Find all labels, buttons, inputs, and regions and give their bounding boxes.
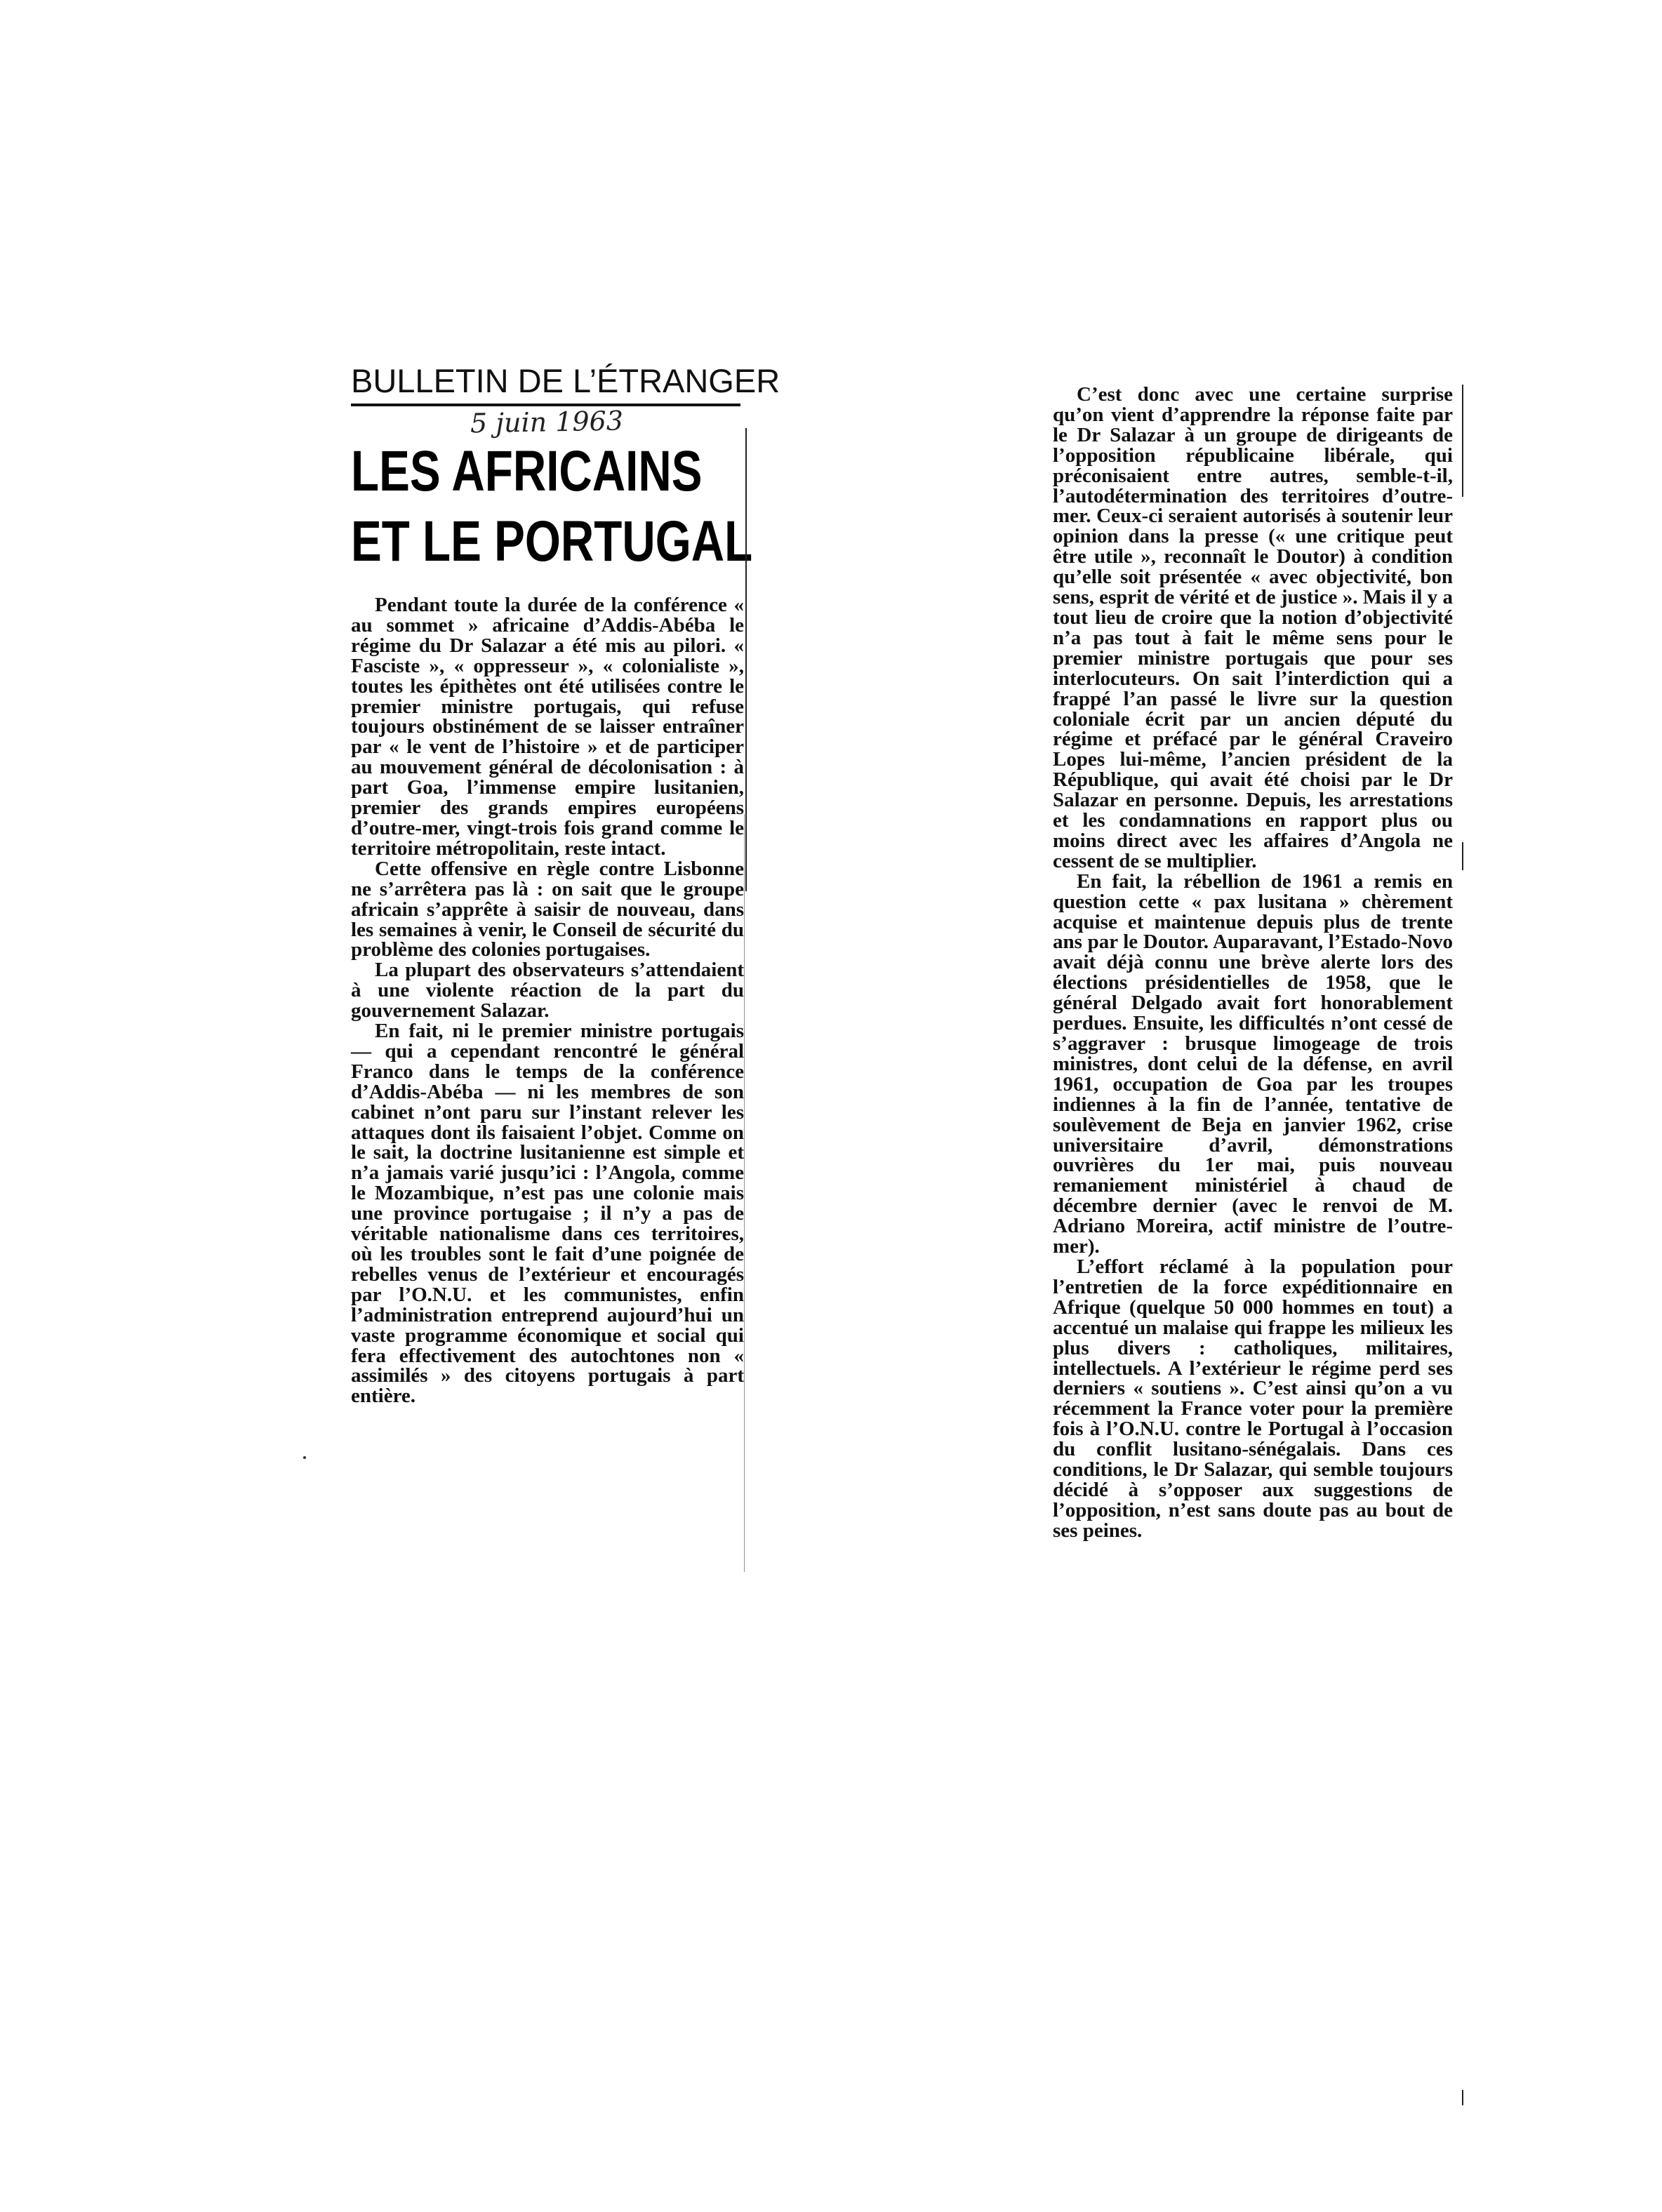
headline-line-2: ET LE PORTUGAL	[351, 509, 753, 573]
ink-speck	[303, 1456, 306, 1459]
paragraph: Pendant toute la durée de la conférence « au sommet » africaine d’Addis-Abéba le régime du Dr Salazar a été mis au pilori. « Fasciste », « oppresseur », « colonialiste », toutes les épithètes ont été utilisées contre le premier ministre portugais, qui refuse toujours obstinément de se laisser entraîner par « le vent de l’histoire » et de participer au mouvement général de décolonisation : à part Goa, l’immense empire lusitanien, premier des grands empires européens d’outre-mer, vingt-trois fois grand comme le territoire métropolitain, reste intact.	[351, 594, 744, 860]
paragraph: C’est donc avec une certaine surprise qu’on vient d’apprendre la réponse faite par le Dr Salazar à un groupe de dirigeants de l’opposition républicaine libérale, qui préconisaient entre autres, semble-t-il, l’autodétermination des territoires d’outre-mer. Ceux-ci seraient autorisés à soutenir leur opinion dans la presse (« une critique peut être utile », reconnaît le Doutor) à condition qu’elle soit présentée « avec objectivité, bon sens, esprit de vérité et de justice ». Mais il y a tout lieu de croire que la notion d’objectivité n’a pas tout à fait le même sens pour le premier ministre portugais que pour ses interlocuteurs. On sait l’interdiction qui a frappé l’an passé le livre sur la question coloniale écrit par un ancien député du régime et préfacé par le général Craveiro Lopes lui-même, l’ancien président de la République, qui avait été choisi par le Dr Salazar en personne. Depuis, les arrestations et les condamnations en rapport plus ou moins direct avec les affaires d’Angola ne cessent de se multiplier.	[1053, 383, 1453, 872]
article-column-right	[1053, 385, 1453, 1541]
paragraph: La plupart des observateurs s’attendaient à une violente réaction de la part du gouvernement Salazar.	[351, 959, 744, 1022]
right-column-rule	[1462, 385, 1463, 497]
article-column-left	[351, 595, 744, 1406]
rubric-title: BULLETIN DE L’ÉTRANGER	[351, 362, 780, 399]
paragraph: L’effort réclamé à la population pour l’entretien de la force expéditionnaire en Afrique (quelque 50 000 hommes en tout) a accentué un malaise qui frappe les milieux les plus divers : catholiques, militaires, intellectuels. A l’extérieur le régime perd ses derniers « soutiens ». C’est ainsi qu’on a vu récemment la France voter pour la première fois à l’O.N.U. contre le Portugal à l’occasion du conflit lusitano-sénégalais. Dans ces conditions, le Dr Salazar, qui semble toujours décidé à s’opposer aux suggestions de l’opposition, n’est sans doute pas au bout de ses peines.	[1053, 1255, 1453, 1542]
headline	[351, 437, 753, 577]
left-column-rule	[745, 428, 747, 891]
handwritten-date: 5 juin 1963	[470, 405, 624, 439]
paragraph: Cette offensive en règle contre Lisbonne ne s’arrêtera pas là : on sait que le groupe africain s’apprête à saisir de nouveau, dans les semaines à venir, le Conseil de sécurité du problème des colonies portugaises.	[351, 857, 744, 961]
right-column-rule-bottom	[1462, 2090, 1463, 2105]
headline-line-1: LES AFRICAINS	[351, 439, 703, 503]
paragraph: En fait, la rébellion de 1961 a remis en question cette « pax lusitana » chèrement acquise et maintenue depuis plus de trente ans par le Doutor. Auparavant, l’Estado-Novo avait déjà connu une brève alerte lors des élections présidentielles de 1958, que le général Delgado avait fort honorablement perdues. Ensuite, les difficultés n’ont cessé de s’aggraver : brusque limogeage de trois ministres, dont celui de la défense, en avril 1961, occupation de Goa par les troupes indiennes à la fin de l’année, tentative de soulèvement de Beja en janvier 1962, crise universitaire d’avril, démonstrations ouvrières du 1er mai, puis nouveau remaniement ministériel à chaud de décembre dernier (avec le renvoi de M. Adriano Moreira, actif ministre de l’outre-mer).	[1053, 870, 1453, 1258]
left-column-rule-lower	[744, 814, 745, 1572]
right-column-rule-lower	[1462, 842, 1463, 870]
paragraph: En fait, ni le premier ministre portugais — qui a cependant rencontré le général Franco dans le temps de la conférence d’Addis-Abéba — ni les membres de son cabinet n’ont paru sur l’instant relever les attaques dont ils faisaient l’objet. Comme on le sait, la doctrine lusitanienne est simple et n’a jamais varié jusqu’ici : l’Angola, comme le Mozambique, n’est pas une colonie mais une province portugaise ; il n’y a pas de véritable nationalisme dans ces territoires, où les troubles sont le fait d’une poignée de rebelles venus de l’extérieur et encouragés par l’O.N.U. et les communistes, enfin l’administration entreprend aujourd’hui un vaste programme économique et social qui fera effectivement des autochtones non « assimilés » des citoyens portugais à part entière.	[351, 1020, 744, 1408]
